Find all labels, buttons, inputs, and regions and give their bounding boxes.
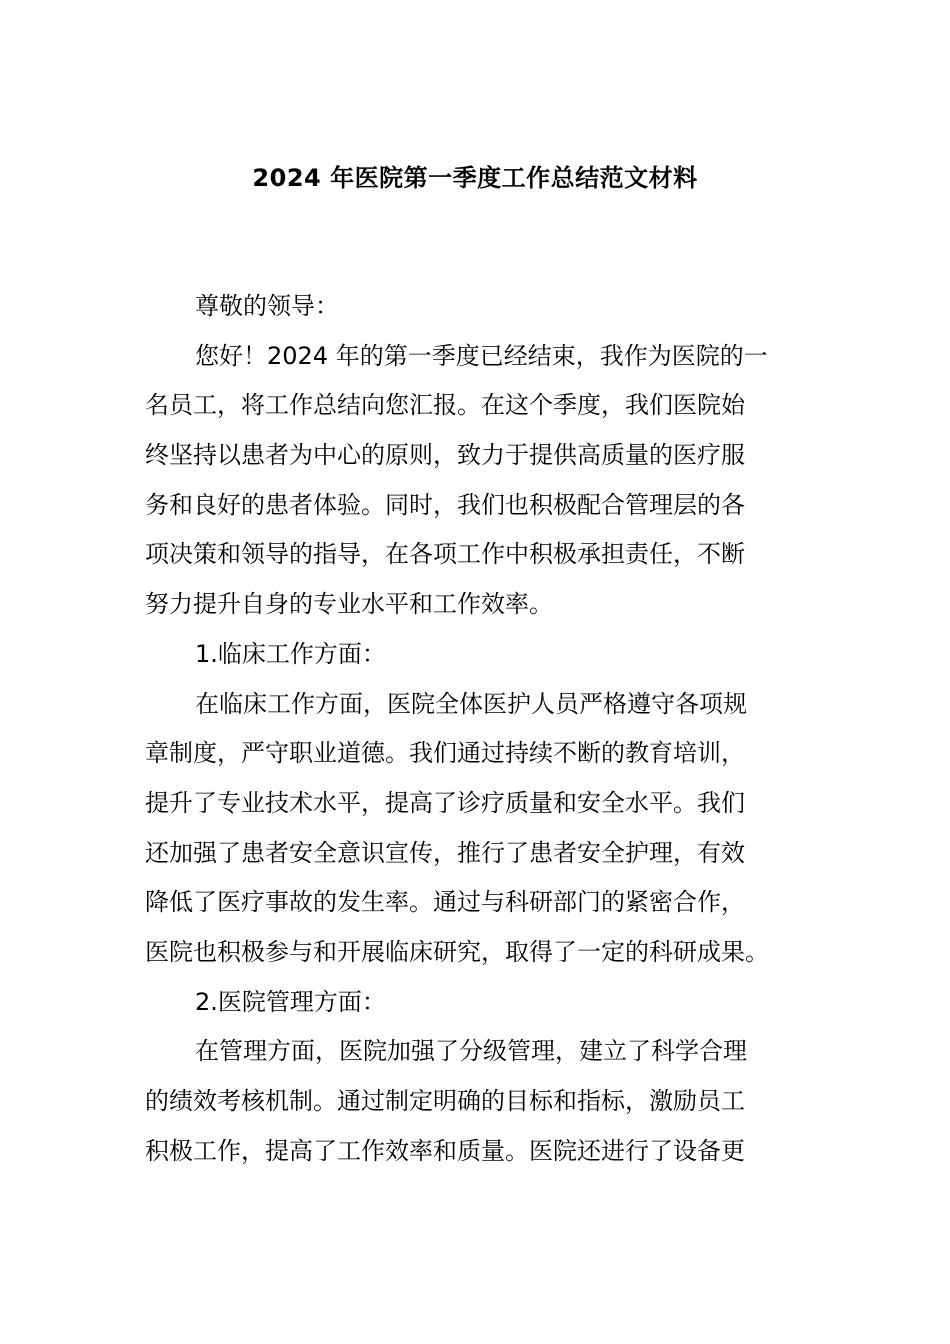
- body-line: 努力提升自身的专业水平和工作效率。: [145, 590, 553, 619]
- body-line: 提升了专业技术水平，提高了诊疗质量和安全水平。我们: [145, 788, 745, 817]
- body-line: 务和良好的患者体验。同时，我们也积极配合管理层的各: [145, 490, 745, 519]
- body-line: 尊敬的领导：: [195, 292, 339, 320]
- body-line: 您好！2024 年的第一季度已经结束，我作为医院的一: [195, 341, 768, 370]
- body-line: 名员工，将工作总结向您汇报。在这个季度，我们医院始: [145, 391, 745, 420]
- body-line: 积极工作，提高了工作效率和质量。医院还进行了设备更: [145, 1136, 745, 1165]
- body-line: 的绩效考核机制。通过制定明确的目标和指标，激励员工: [145, 1087, 745, 1115]
- body-line: 2.医院管理方面：: [195, 987, 386, 1016]
- body-line: 章制度，严守职业道德。我们通过持续不断的教育培训，: [145, 739, 745, 768]
- body-line: 医院也积极参与和开展临床研究，取得了一定的科研成果。: [145, 937, 769, 966]
- document-title: 2024 年医院第一季度工作总结范文材料: [252, 164, 698, 192]
- document-body: [145, 282, 807, 1176]
- body-line: 终坚持以患者为中心的原则，致力于提供高质量的医疗服: [145, 441, 745, 470]
- body-line: 在管理方面，医院加强了分级管理，建立了科学合理: [195, 1037, 747, 1066]
- body-line: 项决策和领导的指导，在各项工作中积极承担责任，不断: [145, 540, 745, 569]
- body-line: 1.临床工作方面：: [195, 639, 386, 668]
- body-line: 在临床工作方面，医院全体医护人员严格遵守各项规: [195, 689, 747, 718]
- body-line: 还加强了患者安全意识宣传，推行了患者安全护理，有效: [145, 838, 745, 867]
- body-line: 降低了医疗事故的发生率。通过与科研部门的紧密合作，: [145, 888, 745, 917]
